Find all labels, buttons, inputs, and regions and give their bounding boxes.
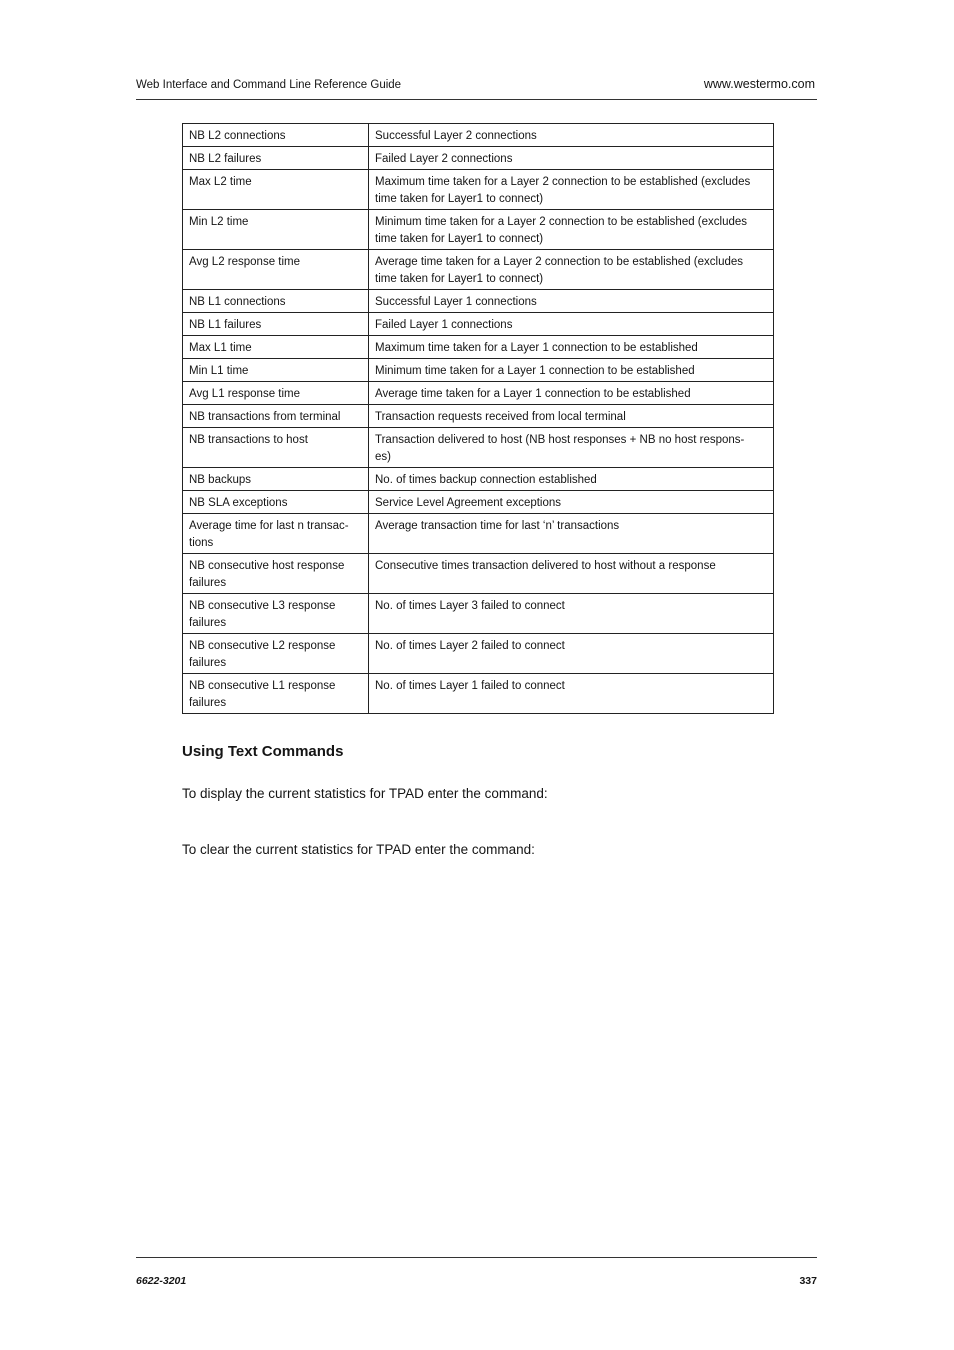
table-row — [183, 290, 774, 313]
paragraph-clear-command: To clear the current statistics for TPAD enter the command: — [182, 842, 535, 857]
description-cell: No. of times backup connection established — [369, 468, 774, 491]
footer-page-number: 337 — [799, 1275, 817, 1287]
description-cell: Minimum time taken for a Layer 1 connection to be established — [369, 359, 774, 382]
table-row — [183, 514, 774, 554]
page-footer — [136, 1274, 817, 1288]
description-cell: Average time taken for a Layer 1 connection to be established — [369, 382, 774, 405]
description-cell: Average transaction time for last ‘n’ transactions — [369, 514, 774, 554]
term-cell: Max L1 time — [183, 336, 369, 359]
term-cell: Min L2 time — [183, 210, 369, 250]
term-cell: Average time for last n transac- tions — [183, 514, 369, 554]
description-cell: Maximum time taken for a Layer 2 connection to be established (excludes time taken for Layer1 to connect) — [369, 170, 774, 210]
term-cell: NB L2 failures — [183, 147, 369, 170]
description-cell: Successful Layer 1 connections — [369, 290, 774, 313]
description-cell: Failed Layer 1 connections — [369, 313, 774, 336]
term-cell: NB transactions from terminal — [183, 405, 369, 428]
table-row — [183, 336, 774, 359]
table-row — [183, 468, 774, 491]
description-cell: Consecutive times transaction delivered to host without a response — [369, 554, 774, 594]
term-cell: Max L2 time — [183, 170, 369, 210]
term-cell: Avg L2 response time — [183, 250, 369, 290]
term-cell: NB L1 connections — [183, 290, 369, 313]
term-cell: NB backups — [183, 468, 369, 491]
footer-rule — [136, 1257, 817, 1258]
table-row — [183, 313, 774, 336]
statistics-table — [182, 123, 774, 714]
statistics-table-body — [183, 124, 774, 714]
term-cell: NB consecutive L1 response failures — [183, 674, 369, 714]
description-cell: Successful Layer 2 connections — [369, 124, 774, 147]
description-cell: Average time taken for a Layer 2 connection to be established (excludes time taken for Layer1 to connect) — [369, 250, 774, 290]
footer-doc-number: 6622-3201 — [136, 1275, 187, 1287]
header-rule — [136, 99, 817, 100]
term-cell: NB L1 failures — [183, 313, 369, 336]
table-row — [183, 359, 774, 382]
table-row — [183, 428, 774, 468]
table-row — [183, 147, 774, 170]
description-cell: Minimum time taken for a Layer 2 connection to be established (excludes time taken for Layer1 to connect) — [369, 210, 774, 250]
description-cell: Service Level Agreement exceptions — [369, 491, 774, 514]
page-header — [136, 76, 815, 92]
term-cell: NB SLA exceptions — [183, 491, 369, 514]
table-row — [183, 674, 774, 714]
table-row — [183, 170, 774, 210]
term-cell: Min L1 time — [183, 359, 369, 382]
table-row — [183, 250, 774, 290]
description-cell: No. of times Layer 2 failed to connect — [369, 634, 774, 674]
description-cell: No. of times Layer 3 failed to connect — [369, 594, 774, 634]
term-cell: NB L2 connections — [183, 124, 369, 147]
description-cell: No. of times Layer 1 failed to connect — [369, 674, 774, 714]
table-row — [183, 405, 774, 428]
description-cell: Failed Layer 2 connections — [369, 147, 774, 170]
table-row — [183, 491, 774, 514]
term-cell: NB consecutive L2 response failures — [183, 634, 369, 674]
description-cell: Transaction delivered to host (NB host responses + NB no host respons- es) — [369, 428, 774, 468]
section-heading: Using Text Commands — [182, 743, 344, 760]
paragraph-display-command: To display the current statistics for TPAD enter the command: — [182, 786, 548, 801]
table-row — [183, 124, 774, 147]
table-row — [183, 554, 774, 594]
description-cell: Transaction requests received from local terminal — [369, 405, 774, 428]
header-website: www.westermo.com — [703, 77, 815, 91]
term-cell: NB consecutive host response failures — [183, 554, 369, 594]
term-cell: Avg L1 response time — [183, 382, 369, 405]
table-row — [183, 634, 774, 674]
table-row — [183, 382, 774, 405]
header-title: Web Interface and Command Line Reference Guide — [136, 79, 402, 91]
description-cell: Maximum time taken for a Layer 1 connection to be established — [369, 336, 774, 359]
table-row — [183, 594, 774, 634]
term-cell: NB consecutive L3 response failures — [183, 594, 369, 634]
table-row — [183, 210, 774, 250]
term-cell: NB transactions to host — [183, 428, 369, 468]
